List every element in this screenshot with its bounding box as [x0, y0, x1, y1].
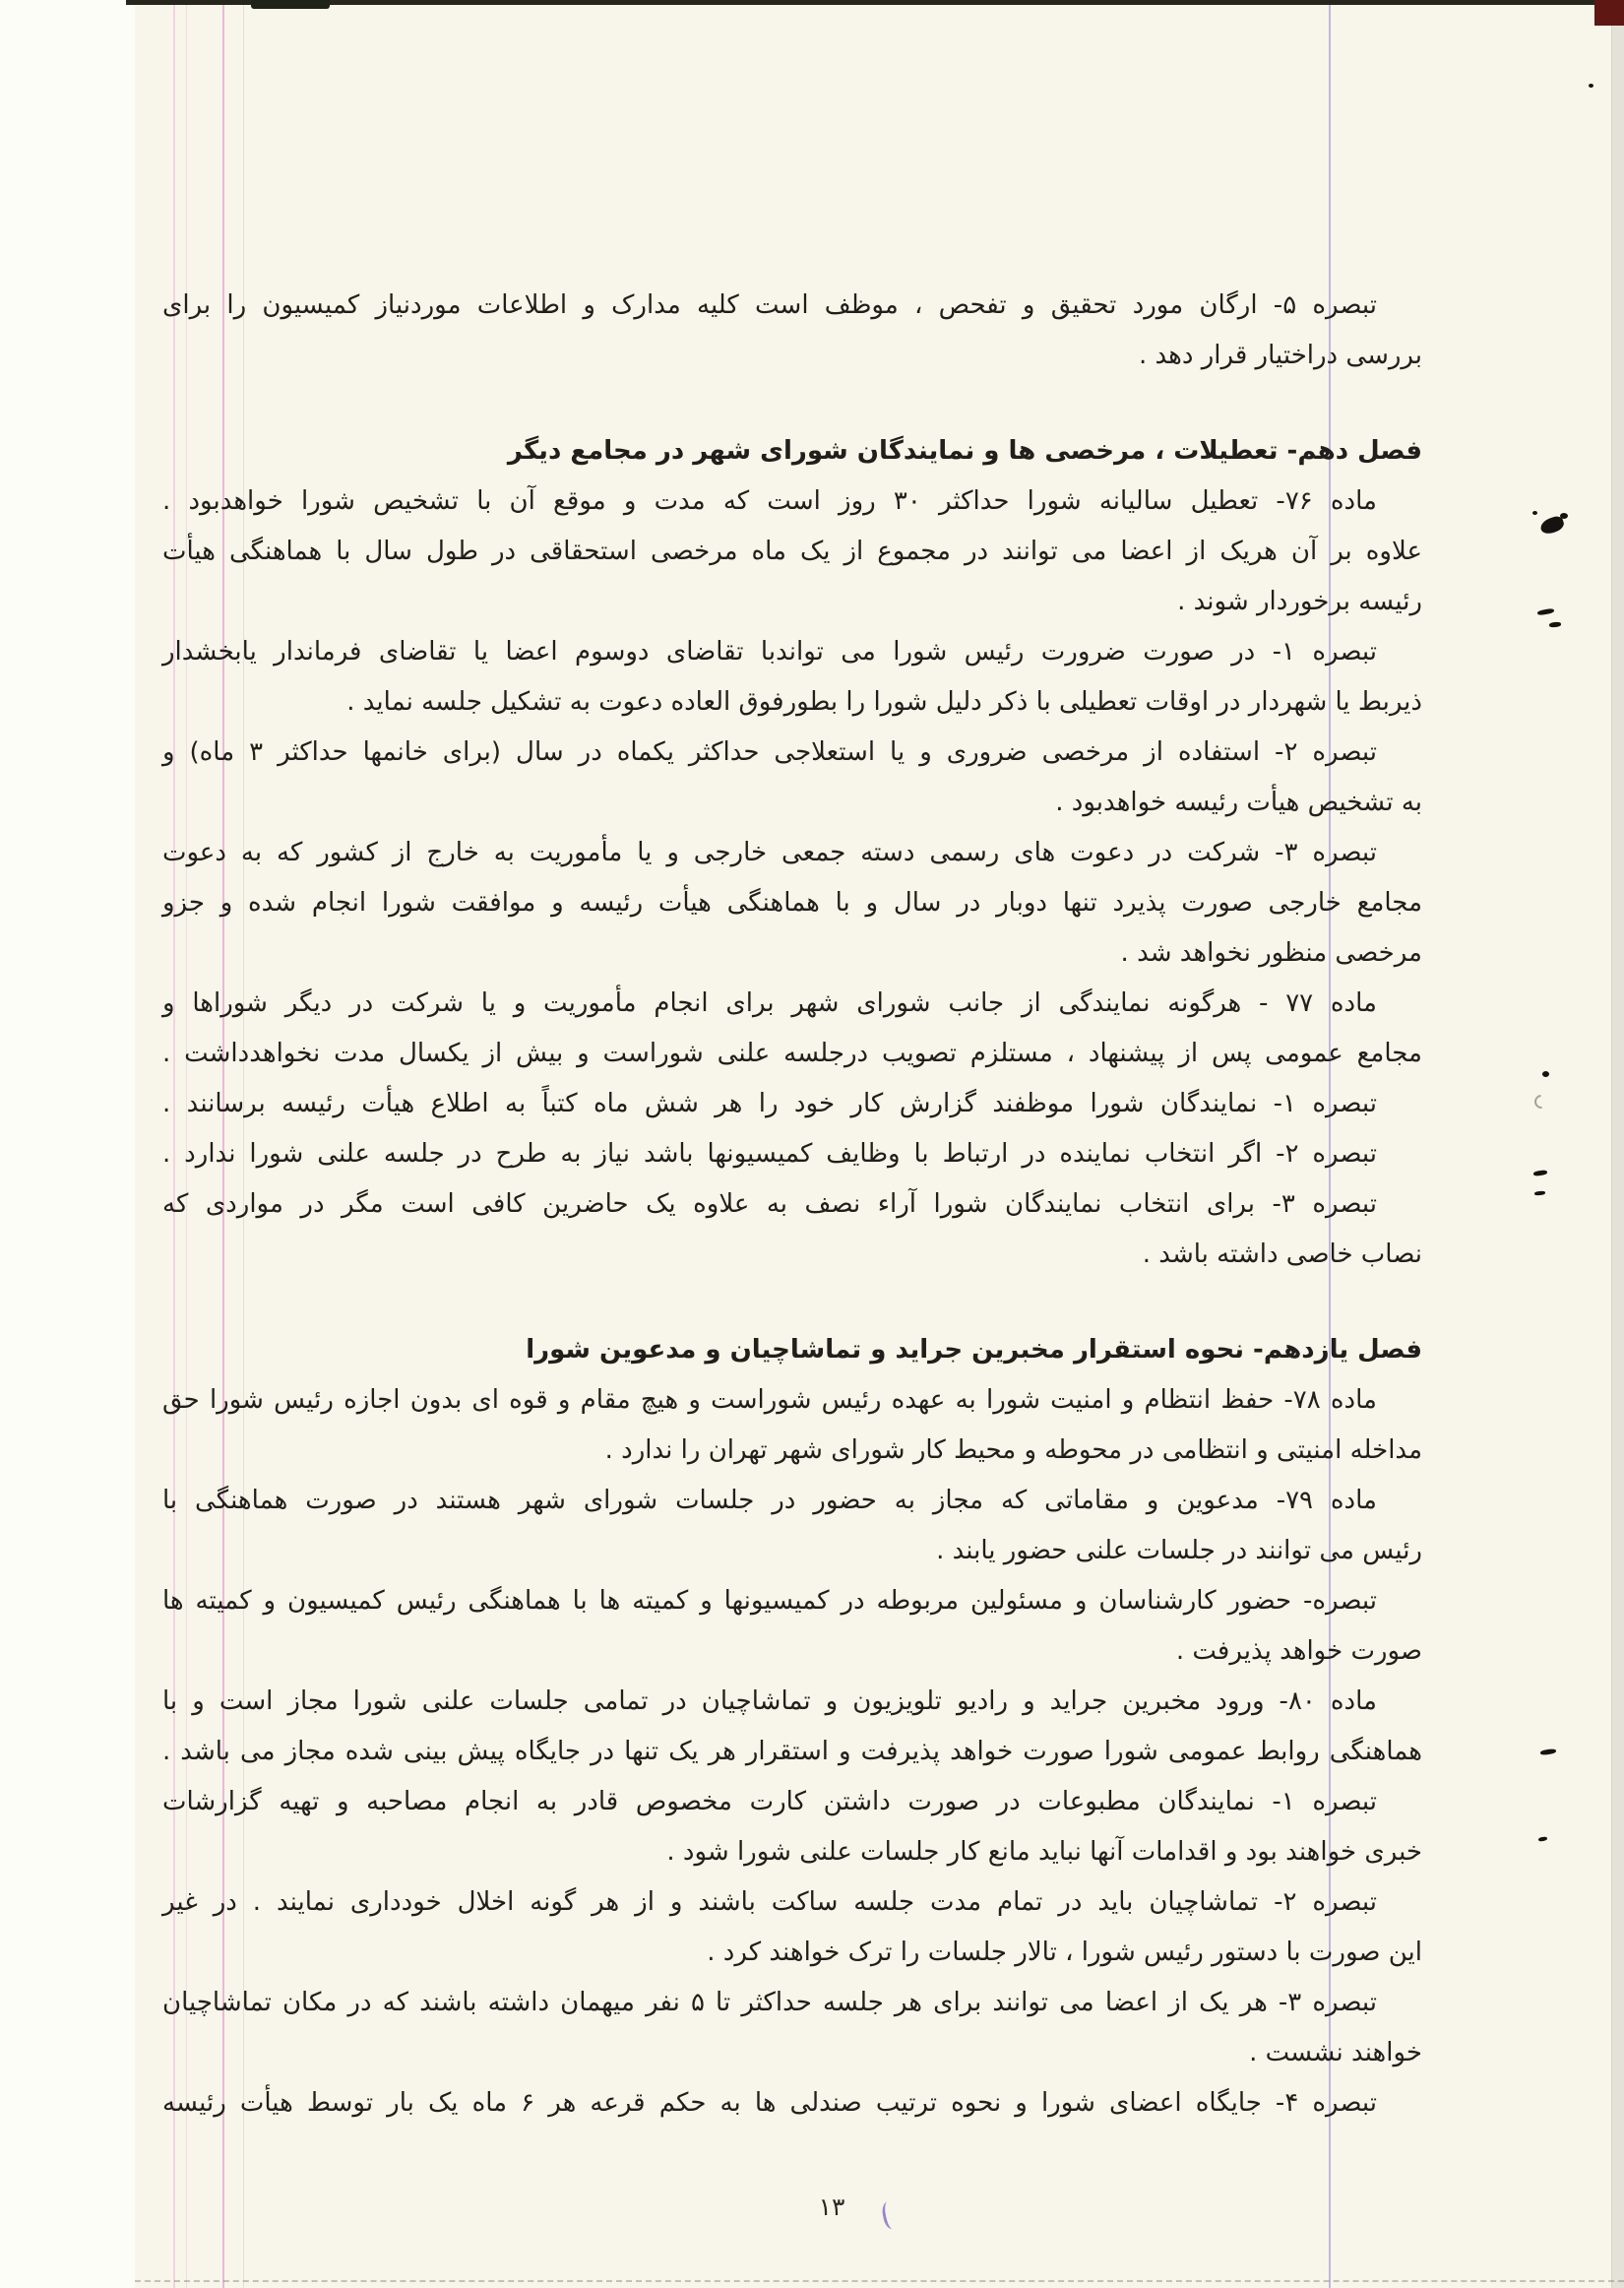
text-line: ماده ۷۹- مدعوین و مقاماتی که مجاز به حضور در جلسات شورای شهر هستند در صورت هماهنگی با	[162, 1486, 1377, 1515]
text-line: تبصره ۲- اگر انتخاب نماینده در ارتباط با وظایف کمیسیونها باشد نیاز به طرح در جلسه علنی شورا ندارد .	[162, 1139, 1377, 1169]
ink-dash	[1540, 1748, 1557, 1755]
ink-speck	[1589, 84, 1593, 88]
ink-dash	[1537, 608, 1555, 616]
text-line: رئیسه برخوردار شوند .	[1177, 587, 1422, 616]
text-line: بررسی دراختیار قرار دهد .	[1138, 341, 1422, 370]
ink-dash	[1538, 1836, 1548, 1842]
text-line: تبصره ۳- برای انتخاب نمایندگان شورا آراء نصف به علاوه یک حاضرین کافی است مگر در مواردی که	[162, 1189, 1377, 1219]
text-line: تبصره ۱- نمایندگان مطبوعات در صورت داشتن کارت مخصوص قادر به انجام مصاحبه و تهیه گزارشات	[162, 1787, 1377, 1816]
text-line: مجامع عمومی پس از پیشنهاد ، مستلزم تصویب درجلسه علنی شوراست و بیش از یکسال مدت نخواهدداشت .	[162, 1039, 1422, 1068]
scan-bottom-edge	[135, 2280, 1624, 2282]
text-line: رئیس می توانند در جلسات علنی حضور یابند .	[936, 1536, 1422, 1565]
text-line: تبصره ۲- استفاده از مرخصی ضروری و یا استعلاجی حداکثر یکماه در سال (برای خانمها حداکثر ۳ ماه) و	[162, 737, 1377, 767]
scan-left-margin	[0, 0, 135, 2288]
text-line: علاوه بر آن هریک از اعضا می توانند در مجموع از یک ماه مرخصی استحقاقی در طول سال با هماهنگی هیأت	[162, 537, 1422, 566]
text-line: مجامع خارجی صورت پذیرد تنها دوبار در سال و با هماهنگی هیأت رئیسه و موافقت شورا انجام شده و جزو	[162, 888, 1422, 918]
text-line: تبصره ۱- نمایندگان شورا موظفند گزارش کار خود را هر شش ماه کتباً به اطلاع هیأت رئیسه برسانند .	[162, 1089, 1377, 1118]
text-line: تبصره ۳- شرکت در دعوت های رسمی دسته جمعی خارجی و یا مأموریت به خارج از کشور که به دعوت	[162, 838, 1377, 867]
text-line: تبصره ۲- تماشاچیان باید در تمام مدت جلسه ساکت باشند و از هر گونه اخلال خودداری نمایند . در غیر	[162, 1887, 1377, 1917]
text-line: خواهند نشست .	[1249, 2038, 1422, 2067]
chapter-heading: فصل دهم- تعطیلات ، مرخصی ها و نمایندگان شورای شهر در مجامع دیگر	[507, 436, 1422, 466]
text-line: به تشخیص هیأت رئیسه خواهدبود .	[1055, 788, 1422, 817]
ink-speck	[1542, 1071, 1549, 1077]
text-line: تبصره ۱- در صورت ضرورت رئیس شورا می تواندبا تقاضای دوسوم اعضا یا تقاضای فرماندار یابخشدار	[162, 637, 1377, 667]
text-line: خبری خواهند بود و اقدامات آنها نباید مانع کار جلسات علنی شورا شود .	[666, 1837, 1422, 1867]
text-line: ذیربط یا شهردار در اوقات تعطیلی با ذکر دلیل شورا را بطورفوق العاده دعوت به تشکیل جلسه نماید .	[346, 687, 1422, 717]
text-line: نصاب خاصی داشته باشد .	[1142, 1239, 1422, 1269]
text-line: ماده ۷۸- حفظ انتظام و امنیت شورا به عهده رئیس شوراست و هیچ مقام و قوه ای بدون اجازه رئیس شورا حق	[162, 1385, 1377, 1415]
scan-corner-mark	[1594, 0, 1624, 26]
text-line: تبصره ۴- جایگاه اعضای شورا و نحوه ترتیب صندلی ها به حکم قرعه هر ۶ ماه یک بار توسط هیأت رئیسه	[162, 2088, 1377, 2118]
text-line: این صورت با دستور رئیس شورا ، تالار جلسات را ترک خواهند کرد .	[707, 1938, 1422, 1967]
text-line: مداخله امنیتی و انتظامی در محوطه و محیط کار شورای شهر تهران را ندارد .	[604, 1435, 1422, 1465]
page-number: ۱۳	[818, 2193, 845, 2221]
ink-dash	[1533, 1170, 1548, 1176]
text-line: ماده ۷۶- تعطیل سالیانه شورا حداکثر ۳۰ روز است که مدت و موقع آن با تشخیص شورا خواهدبود .	[162, 486, 1377, 516]
ink-dash	[1549, 621, 1561, 627]
scan-top-edge	[126, 0, 1624, 5]
text-line: هماهنگی روابط عمومی شورا صورت خواهد پذیرفت و استقرار هر یک تنها در جایگاه پیش بینی شده مجاز می باشد .	[162, 1737, 1422, 1766]
text-line: تبصره- حضور کارشناسان و مسئولین مربوطه در کمیسیونها و کمیته ها با هماهنگی رئیس کمیسیون و کمیته ها	[162, 1586, 1377, 1616]
ink-curl	[1531, 1092, 1551, 1112]
text-line: مرخصی منظور نخواهد شد .	[1120, 938, 1422, 968]
scan-top-edge-dark-segment	[251, 0, 330, 9]
chapter-heading: فصل یازدهم- نحوه استقرار مخبرین جراید و تماشاچیان و مدعوین شورا	[526, 1335, 1422, 1365]
ink-speck	[1532, 511, 1537, 515]
text-line: تبصره ۳- هر یک از اعضا می توانند برای هر جلسه حداکثر تا ۵ نفر میهمان داشته باشند که در مکان تماشاچیان	[162, 1988, 1377, 2017]
text-line: صورت خواهد پذیرفت .	[1175, 1636, 1422, 1666]
text-line: تبصره ۵- ارگان مورد تحقیق و تفحص ، موظف است کلیه مدارک و اطلاعات موردنیاز کمیسیون را برای	[162, 290, 1377, 320]
ink-blot	[1560, 513, 1568, 519]
text-line: ماده ۷۷ - هرگونه نمایندگی از جانب شورای شهر برای انجام مأموریت و یا شرکت در دیگر شوراها و	[162, 988, 1377, 1018]
text-line: ماده ۸۰- ورود مخبرین جراید و رادیو تلویزیون و تماشاچیان در تمامی جلسات علنی شورا مجاز است و با	[162, 1686, 1377, 1716]
document-text	[162, 281, 1422, 2129]
scan-right-edge-band	[1611, 0, 1624, 2288]
ink-dash	[1534, 1190, 1545, 1195]
